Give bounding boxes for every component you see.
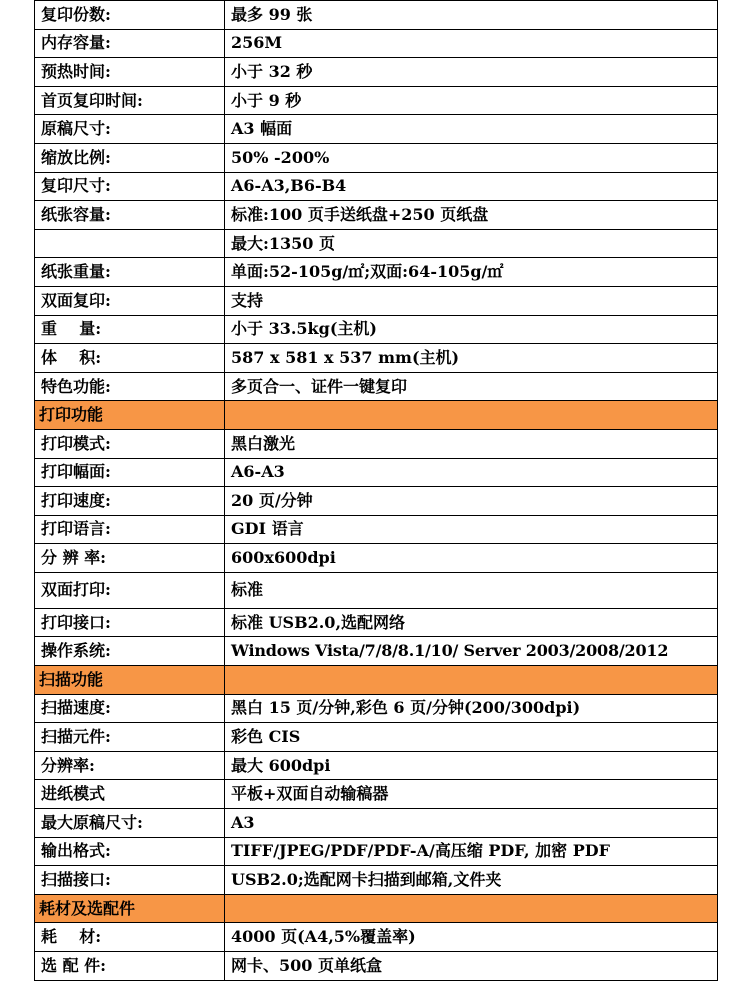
spec-value: Windows Vista/7/8/8.1/10/ Server 2003/2008/2012 (225, 637, 718, 666)
spec-row (35, 315, 718, 344)
spec-label: 输出格式: (35, 837, 225, 866)
spec-label (35, 229, 225, 258)
spec-label: 耗 材: (35, 923, 225, 952)
spec-value: 4000 页(A4,5%覆盖率) (225, 923, 718, 952)
spec-value: 最大 600dpi (225, 751, 718, 780)
spec-row (35, 923, 718, 952)
spec-value: 标准 (225, 572, 718, 608)
spec-row (35, 172, 718, 201)
spec-table (34, 0, 718, 981)
spec-value: 彩色 CIS (225, 723, 718, 752)
spec-value: A3 (225, 809, 718, 838)
spec-value: 平板+双面自动输稿器 (225, 780, 718, 809)
spec-value: TIFF/JPEG/PDF/PDF-A/高压缩 PDF, 加密 PDF (225, 837, 718, 866)
spec-label: 打印接口: (35, 608, 225, 637)
spec-row (35, 694, 718, 723)
section-header-row (35, 666, 718, 695)
section-header-row (35, 401, 718, 430)
spec-value: 最多 99 张 (225, 1, 718, 30)
spec-value: 单面:52-105g/㎡;双面:64-105g/㎡ (225, 258, 718, 287)
spec-row (35, 780, 718, 809)
spec-row (35, 229, 718, 258)
spec-row (35, 86, 718, 115)
spec-label: 纸张重量: (35, 258, 225, 287)
spec-value: 600x600dpi (225, 544, 718, 573)
spec-row (35, 344, 718, 373)
spec-value: 支持 (225, 286, 718, 315)
spec-value: 小于 33.5kg(主机) (225, 315, 718, 344)
spec-value: 网卡、500 页单纸盒 (225, 952, 718, 981)
spec-row (35, 258, 718, 287)
spec-label: 打印幅面: (35, 458, 225, 487)
spec-label: 分辨率: (35, 751, 225, 780)
spec-row (35, 115, 718, 144)
section-title: 耗材及选配件 (35, 894, 225, 923)
spec-value: GDI 语言 (225, 515, 718, 544)
spec-label: 打印语言: (35, 515, 225, 544)
spec-row (35, 544, 718, 573)
spec-row (35, 837, 718, 866)
spec-label: 特色功能: (35, 372, 225, 401)
spec-value: 256M (225, 29, 718, 58)
spec-value: 50% -200% (225, 143, 718, 172)
spec-label: 打印速度: (35, 487, 225, 516)
spec-row (35, 458, 718, 487)
spec-value: 小于 9 秒 (225, 86, 718, 115)
spec-row (35, 201, 718, 230)
spec-row (35, 286, 718, 315)
spec-row (35, 1, 718, 30)
spec-label: 进纸模式 (35, 780, 225, 809)
spec-value: 587 x 581 x 537 mm(主机) (225, 344, 718, 373)
spec-row (35, 372, 718, 401)
spec-row (35, 487, 718, 516)
spec-value: A6-A3 (225, 458, 718, 487)
spec-row (35, 637, 718, 666)
spec-value: 标准:100 页手送纸盘+250 页纸盘 (225, 201, 718, 230)
section-spacer (225, 666, 718, 695)
spec-row (35, 809, 718, 838)
spec-label: 双面打印: (35, 572, 225, 608)
spec-row (35, 515, 718, 544)
spec-label: 复印份数: (35, 1, 225, 30)
spec-value: USB2.0;选配网卡扫描到邮箱,文件夹 (225, 866, 718, 895)
spec-label: 预热时间: (35, 58, 225, 87)
spec-row (35, 723, 718, 752)
spec-row (35, 751, 718, 780)
spec-label: 缩放比例: (35, 143, 225, 172)
spec-label: 打印模式: (35, 429, 225, 458)
spec-label: 原稿尺寸: (35, 115, 225, 144)
spec-label: 体 积: (35, 344, 225, 373)
spec-label: 复印尺寸: (35, 172, 225, 201)
spec-label: 扫描接口: (35, 866, 225, 895)
spec-row (35, 29, 718, 58)
section-title: 打印功能 (35, 401, 225, 430)
spec-label: 纸张容量: (35, 201, 225, 230)
spec-label: 最大原稿尺寸: (35, 809, 225, 838)
spec-row (35, 866, 718, 895)
spec-value: 黑白 15 页/分钟,彩色 6 页/分钟(200/300dpi) (225, 694, 718, 723)
section-spacer (225, 401, 718, 430)
spec-value: 黑白激光 (225, 429, 718, 458)
spec-value: 小于 32 秒 (225, 58, 718, 87)
spec-label: 首页复印时间: (35, 86, 225, 115)
spec-label: 选 配 件: (35, 952, 225, 981)
spec-label: 重 量: (35, 315, 225, 344)
spec-row (35, 572, 718, 608)
spec-label: 内存容量: (35, 29, 225, 58)
section-spacer (225, 894, 718, 923)
spec-label: 双面复印: (35, 286, 225, 315)
spec-value: 标准 USB2.0,选配网络 (225, 608, 718, 637)
spec-value: A3 幅面 (225, 115, 718, 144)
spec-row (35, 143, 718, 172)
spec-row (35, 429, 718, 458)
spec-table-body (35, 1, 718, 981)
spec-value: A6-A3,B6-B4 (225, 172, 718, 201)
spec-value: 最大:1350 页 (225, 229, 718, 258)
spec-value: 20 页/分钟 (225, 487, 718, 516)
spec-label: 扫描元件: (35, 723, 225, 752)
spec-row (35, 608, 718, 637)
section-title: 扫描功能 (35, 666, 225, 695)
spec-value: 多页合一、证件一键复印 (225, 372, 718, 401)
spec-row (35, 58, 718, 87)
spec-label: 分 辨 率: (35, 544, 225, 573)
spec-row (35, 952, 718, 981)
spec-label: 操作系统: (35, 637, 225, 666)
spec-label: 扫描速度: (35, 694, 225, 723)
section-header-row (35, 894, 718, 923)
